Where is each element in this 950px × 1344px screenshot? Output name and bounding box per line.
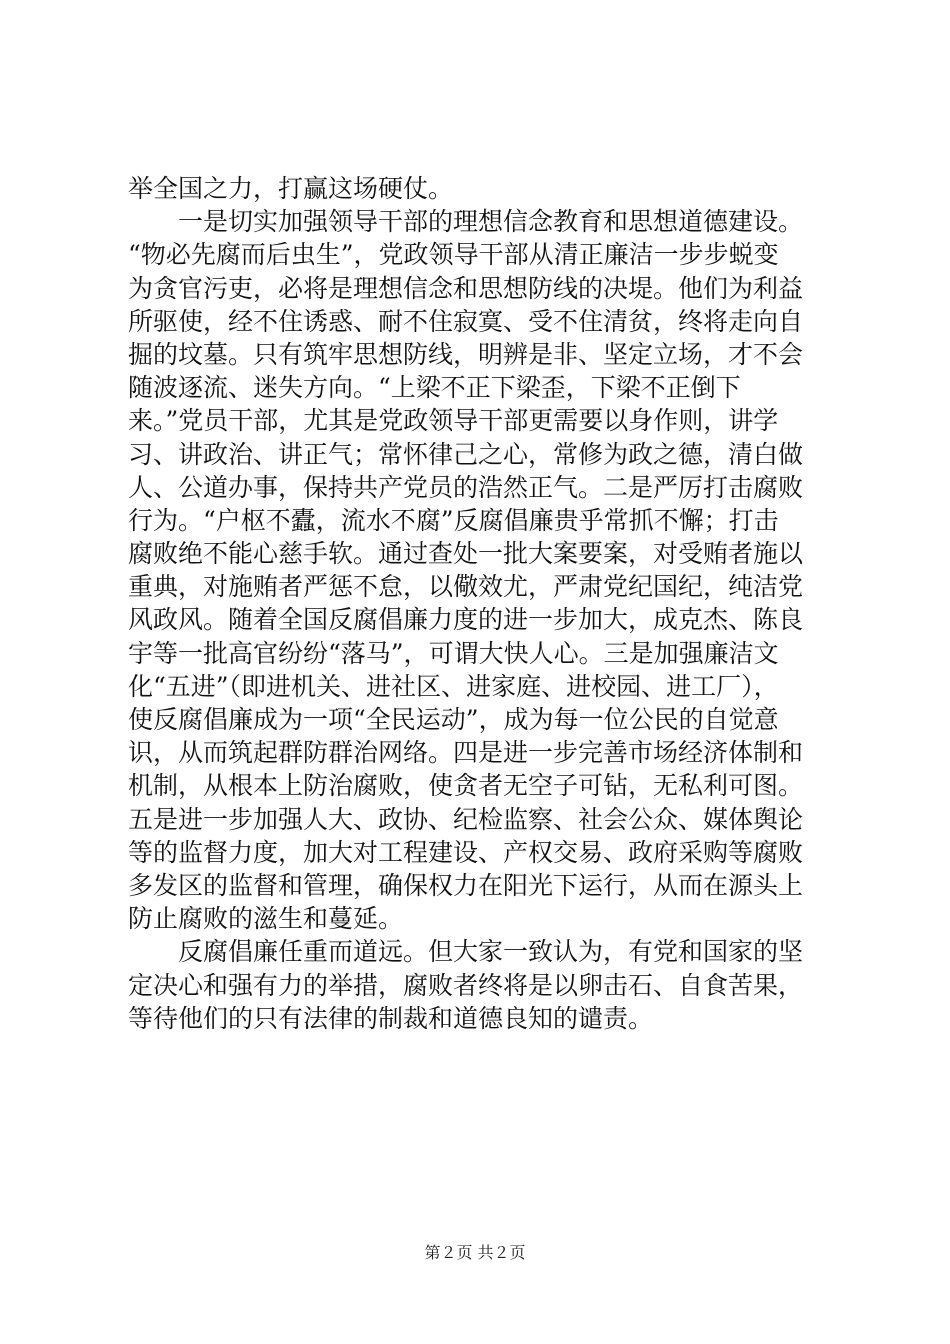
text-line: 使反腐倡廉成为一项“全民运动”，成为每一位公民的自觉意 bbox=[128, 705, 779, 734]
text-line: 识，从而筑起群防群治网络。四是进一步完善市场经济体制和 bbox=[128, 738, 804, 768]
body-text bbox=[128, 172, 836, 1035]
text-line: 反腐倡廉任重而道远。但大家一致认为，有党和国家的坚 bbox=[128, 937, 804, 967]
text-line: 防止腐败的滋生和蔓延。 bbox=[128, 904, 404, 934]
text-line: 习、讲政治、讲正气；常怀律己之心，常修为政之德，清白做 bbox=[128, 439, 804, 469]
text-line: 举全国之力，打赢这场硬仗。 bbox=[128, 174, 454, 203]
page-footer: 第２页 共２页 bbox=[424, 1243, 526, 1262]
text-line: 所驱使，经不住诱惑、耐不住寂寞、受不住清贫，终将走向自 bbox=[128, 306, 804, 336]
text-line: “物必先腐而后虫生”，党政领导干部从清正廉洁一步步蜕变 bbox=[128, 240, 779, 270]
text-line: 重典，对施贿者严惩不怠，以儆效尤，严肃党纪国纪，纯洁党 bbox=[128, 572, 804, 602]
text-line: 随波逐流、迷失方向。“上梁不正下梁歪，下梁不正倒下 bbox=[128, 373, 741, 403]
text-line: 腐败绝不能心慈手软。通过查处一批大案要案，对受贿者施以 bbox=[128, 539, 804, 569]
text-line: 化“五进”（即进机关、进社区、进家庭、进校园、进工厂）， bbox=[128, 671, 779, 701]
text-line: 定决心和强有力的举措，腐败者终将是以卵击石、自食苦果， bbox=[128, 970, 804, 1000]
text-line: 一是切实加强领导干部的理想信念教育和思想道德建设。 bbox=[128, 207, 804, 237]
text-line: 机制，从根本上防治腐败，使贪者无空子可钻，无私利可图。 bbox=[128, 771, 804, 801]
text-line: 人、公道办事，保持共产党员的浩然正气。二是严厉打击腐败 bbox=[128, 472, 804, 502]
text-line: 来。”党员干部，尤其是党政领导干部更需要以身作则，讲学 bbox=[128, 406, 779, 436]
text-line: 行为。“户枢不蠹，流水不腐”反腐倡廉贵乎常抓不懈；打击 bbox=[128, 505, 779, 535]
text-line: 多发区的监督和管理，确保权力在阳光下运行，从而在源头上 bbox=[128, 870, 804, 900]
text-line: 五是进一步加强人大、政协、纪检监察、社会公众、媒体舆论 bbox=[128, 804, 804, 834]
text-line: 等待他们的只有法律的制裁和道德良知的谴责。 bbox=[128, 1003, 654, 1033]
text-line: 等的监督力度，加大对工程建设、产权交易、政府采购等腐败 bbox=[128, 837, 804, 867]
text-line: 掘的坟墓。只有筑牢思想防线，明辨是非、坚定立场，才不会 bbox=[128, 339, 804, 369]
text-line: 为贪官污吏，必将是理想信念和思想防线的决堤。他们为利益 bbox=[128, 273, 804, 303]
text-line: 宇等一批高官纷纷“落马”，可谓大快人心。三是加强廉洁文 bbox=[128, 638, 779, 668]
text-line: 风政风。随着全国反腐倡廉力度的进一步加大，成克杰、陈良 bbox=[128, 605, 804, 635]
